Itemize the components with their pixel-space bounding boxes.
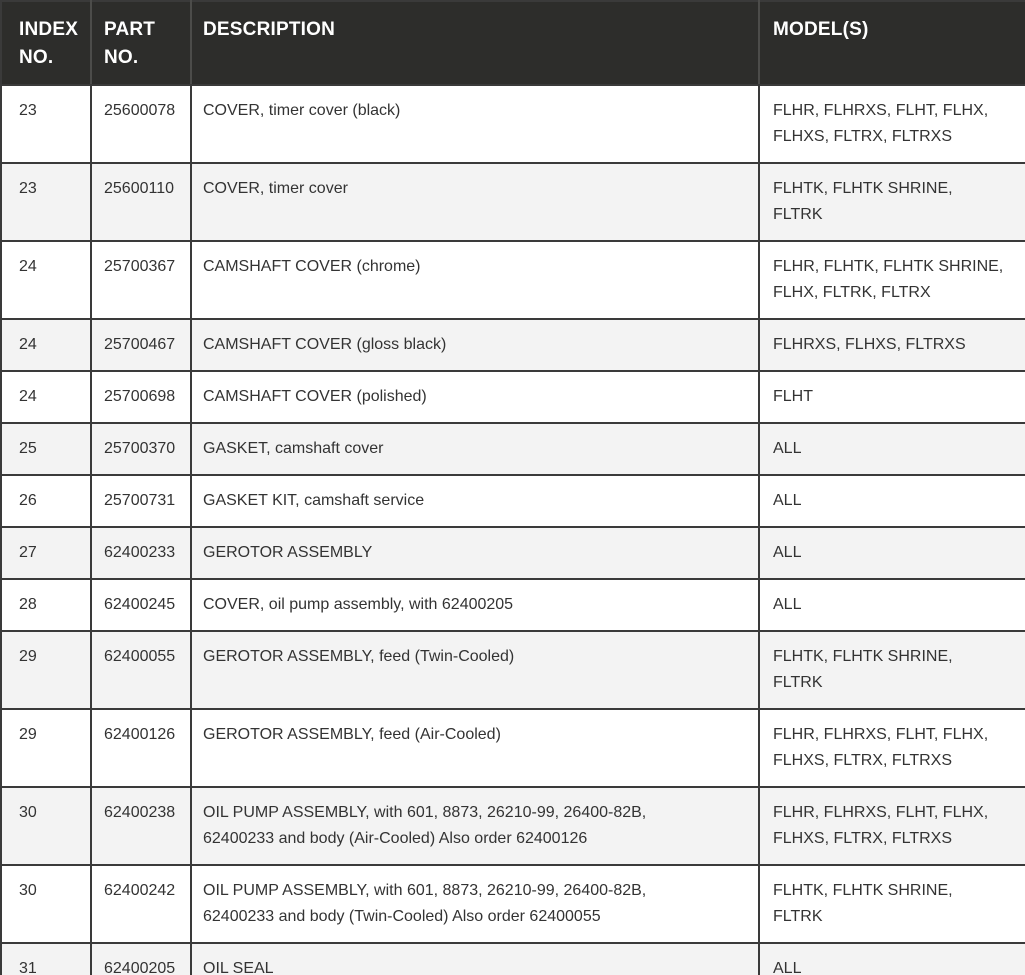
table-row [1, 709, 1025, 787]
table-row [1, 527, 1025, 579]
column-header-part-no: PART NO. [91, 1, 191, 85]
cell-description: GASKET KIT, camshaft service [191, 475, 759, 527]
cell-description: GASKET, camshaft cover [191, 423, 759, 475]
cell-index-no: 31 [1, 943, 91, 975]
table-row [1, 865, 1025, 943]
cell-description: CAMSHAFT COVER (chrome) [191, 241, 759, 319]
cell-models: ALL [759, 527, 1025, 579]
cell-models: ALL [759, 423, 1025, 475]
table-row [1, 475, 1025, 527]
cell-description: COVER, timer cover [191, 163, 759, 241]
cell-part-no: 62400126 [91, 709, 191, 787]
cell-description: CAMSHAFT COVER (gloss black) [191, 319, 759, 371]
cell-index-no: 24 [1, 371, 91, 423]
cell-description: OIL SEAL [191, 943, 759, 975]
cell-index-no: 23 [1, 163, 91, 241]
cell-index-no: 30 [1, 865, 91, 943]
cell-models: FLHR, FLHRXS, FLHT, FLHX, FLHXS, FLTRX, FLTRXS [759, 709, 1025, 787]
table-row [1, 579, 1025, 631]
cell-index-no: 29 [1, 709, 91, 787]
column-header-index-no: INDEX NO. [1, 1, 91, 85]
cell-part-no: 62400242 [91, 865, 191, 943]
cell-description: GEROTOR ASSEMBLY, feed (Twin-Cooled) [191, 631, 759, 709]
cell-index-no: 27 [1, 527, 91, 579]
cell-part-no: 25600078 [91, 85, 191, 163]
cell-index-no: 23 [1, 85, 91, 163]
cell-part-no: 25600110 [91, 163, 191, 241]
table-row [1, 787, 1025, 865]
cell-description: GEROTOR ASSEMBLY [191, 527, 759, 579]
cell-index-no: 29 [1, 631, 91, 709]
cell-models: FLHR, FLHRXS, FLHT, FLHX, FLHXS, FLTRX, FLTRXS [759, 85, 1025, 163]
cell-index-no: 26 [1, 475, 91, 527]
header-row [1, 1, 1025, 85]
cell-description: COVER, oil pump assembly, with 62400205 [191, 579, 759, 631]
cell-models: FLHT [759, 371, 1025, 423]
cell-part-no: 25700467 [91, 319, 191, 371]
table-row [1, 943, 1025, 975]
table-row [1, 163, 1025, 241]
cell-part-no: 25700698 [91, 371, 191, 423]
cell-description: OIL PUMP ASSEMBLY, with 601, 8873, 26210-99, 26400-82B, 62400233 and body (Air-Cooled) Also order 62400126 [191, 787, 759, 865]
cell-index-no: 24 [1, 241, 91, 319]
cell-models: ALL [759, 579, 1025, 631]
cell-part-no: 25700370 [91, 423, 191, 475]
cell-models: ALL [759, 475, 1025, 527]
cell-part-no: 62400238 [91, 787, 191, 865]
column-header-models: MODEL(S) [759, 1, 1025, 85]
cell-index-no: 30 [1, 787, 91, 865]
cell-part-no: 62400205 [91, 943, 191, 975]
cell-index-no: 25 [1, 423, 91, 475]
cell-part-no: 25700367 [91, 241, 191, 319]
cell-index-no: 28 [1, 579, 91, 631]
cell-models: FLHTK, FLHTK SHRINE, FLTRK [759, 865, 1025, 943]
cell-part-no: 62400245 [91, 579, 191, 631]
cell-models: FLHTK, FLHTK SHRINE, FLTRK [759, 631, 1025, 709]
cell-models: FLHR, FLHRXS, FLHT, FLHX, FLHXS, FLTRX, FLTRXS [759, 787, 1025, 865]
table-row [1, 631, 1025, 709]
table-row [1, 371, 1025, 423]
column-header-description: DESCRIPTION [191, 1, 759, 85]
cell-models: FLHTK, FLHTK SHRINE, FLTRK [759, 163, 1025, 241]
cell-models: FLHR, FLHTK, FLHTK SHRINE, FLHX, FLTRK, FLTRX [759, 241, 1025, 319]
cell-part-no: 25700731 [91, 475, 191, 527]
cell-part-no: 62400055 [91, 631, 191, 709]
cell-index-no: 24 [1, 319, 91, 371]
cell-models: ALL [759, 943, 1025, 975]
cell-description: GEROTOR ASSEMBLY, feed (Air-Cooled) [191, 709, 759, 787]
cell-description: OIL PUMP ASSEMBLY, with 601, 8873, 26210-99, 26400-82B, 62400233 and body (Twin-Cooled) Also order 62400055 [191, 865, 759, 943]
table-row [1, 85, 1025, 163]
table-row [1, 241, 1025, 319]
table-row [1, 423, 1025, 475]
cell-description: COVER, timer cover (black) [191, 85, 759, 163]
cell-models: FLHRXS, FLHXS, FLTRXS [759, 319, 1025, 371]
cell-description: CAMSHAFT COVER (polished) [191, 371, 759, 423]
table-row [1, 319, 1025, 371]
cell-part-no: 62400233 [91, 527, 191, 579]
